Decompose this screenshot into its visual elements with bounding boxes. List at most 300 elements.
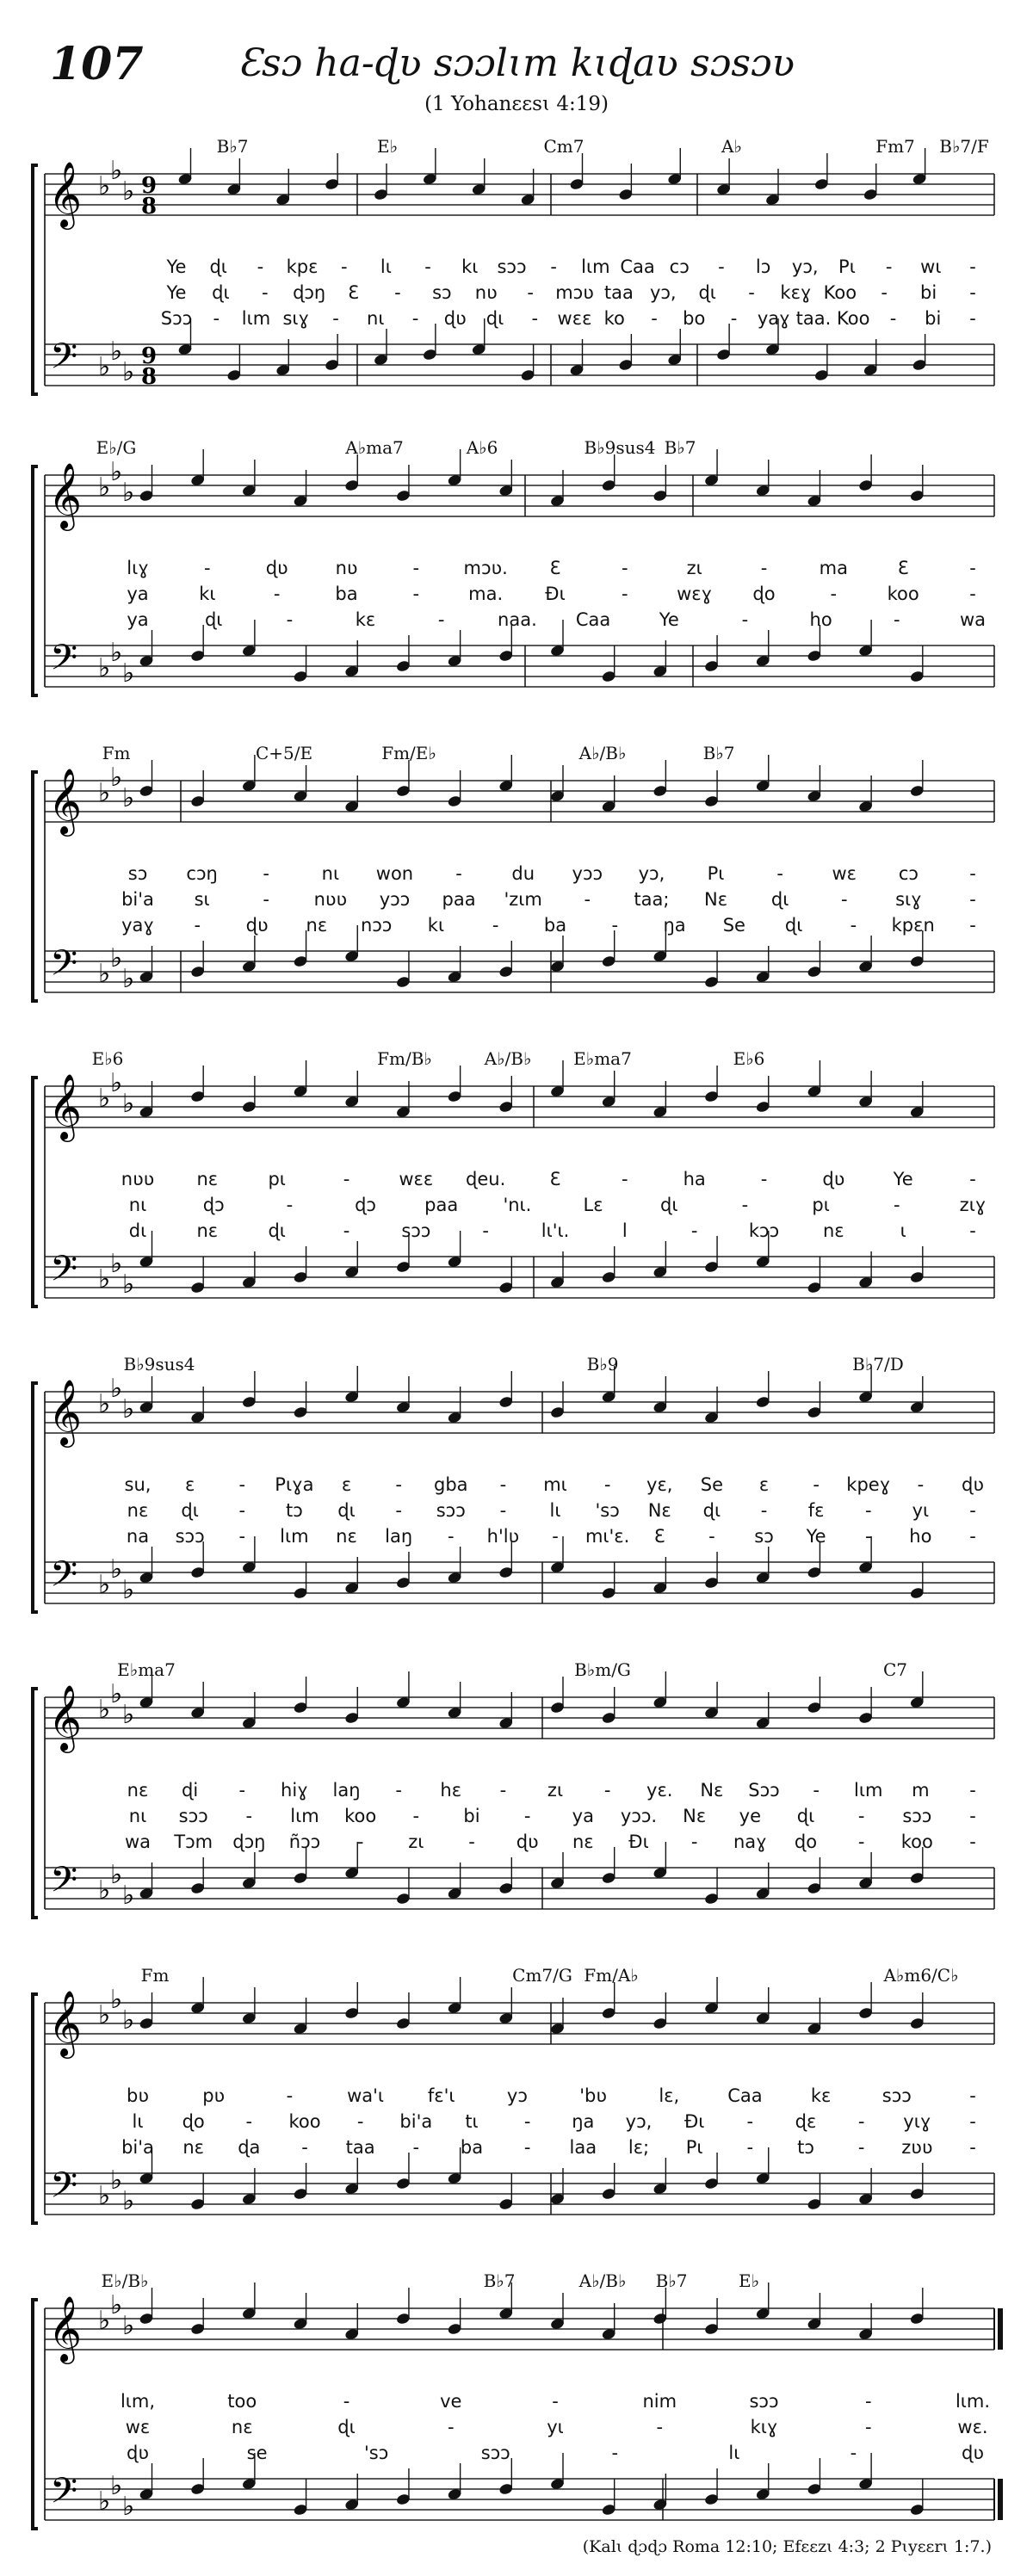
lyric-syllable: yɔ, <box>625 2111 653 2132</box>
chord-symbol: Fm/A♭ <box>584 1965 639 1986</box>
lyric-syllable: - <box>656 2417 664 2437</box>
lyric-syllable: - <box>523 2111 531 2132</box>
lyric-syllable: nɛ <box>306 915 328 936</box>
lyric-syllable: - <box>830 584 838 604</box>
lyric-syllable: - <box>730 308 738 329</box>
final-barline <box>998 2479 1003 2520</box>
key-signature-flat-icon: ♭ <box>122 964 135 994</box>
lyric-syllable: - <box>447 2417 455 2437</box>
lyric-syllable: ɖeu. <box>466 1169 506 1189</box>
lyric-verse-3 <box>0 609 1033 633</box>
key-signature-flat-icon: ♭ <box>122 1089 135 1119</box>
system-2 <box>0 422 1033 732</box>
lyric-syllable: yaɣ <box>121 915 154 936</box>
lyric-syllable: ha <box>683 1169 706 1189</box>
lyric-syllable: bo <box>683 308 706 329</box>
chord-symbol: B♭m/G <box>574 1659 631 1680</box>
lyric-syllable: - <box>622 1169 628 1189</box>
key-signature-flat-icon: ♭ <box>98 1389 111 1419</box>
lyric-syllable: ɖɩ <box>337 1500 356 1521</box>
lyric-syllable: - <box>523 2137 531 2158</box>
lyric-syllable: yɔ, <box>649 282 677 303</box>
lyric-syllable: lɩ <box>549 1500 561 1521</box>
footer-references: (Kalɩ ɖɔɖɔ Roma 12:10; Efɛɛzɩ 4:3; 2 Pɩyɛɛrɩ 1:7.) <box>582 2537 992 2556</box>
lyric-syllable: kɛɣ <box>780 282 812 303</box>
lyric-syllable: Caa <box>575 609 611 630</box>
lyric-syllable: - <box>447 1526 455 1547</box>
lyric-syllable: - <box>238 1780 246 1801</box>
chord-symbol: E♭ <box>376 136 399 157</box>
lyric-syllable: - <box>969 2137 976 2158</box>
chord-symbol: A♭/B♭ <box>484 1048 532 1069</box>
lyric-syllable: taa <box>603 282 634 303</box>
lyric-syllable: - <box>603 1474 611 1495</box>
lyric-syllable: taa. <box>795 308 832 329</box>
lyric-syllable: se <box>246 2443 268 2463</box>
lyric-syllable: Nɛ <box>704 889 728 910</box>
lyric-syllable: wɩ <box>920 256 942 277</box>
lyric-syllable: laa <box>569 2137 597 2158</box>
chord-symbol: B♭7/D <box>852 1354 904 1374</box>
lyric-syllable: ɛ <box>758 1474 770 1495</box>
lyric-syllable: - <box>690 1220 698 1241</box>
lyric-syllable: Ɛ <box>653 1526 665 1547</box>
treble-clef-icon: 𝄞 <box>48 1990 83 2056</box>
lyric-syllable: ve <box>440 2391 462 2412</box>
lyric-syllable: sɔɔ <box>749 2391 779 2412</box>
lyric-syllable: - <box>356 1832 364 1852</box>
lyric-syllable: bi <box>920 282 937 303</box>
lyric-syllable: - <box>746 2111 754 2132</box>
lyric-syllable: ɖʋ <box>516 1832 539 1852</box>
lyric-verse-1 <box>0 1474 1033 1498</box>
lyric-syllable: wa <box>959 609 987 630</box>
chord-symbol: A♭/B♭ <box>578 2270 627 2291</box>
lyric-syllable: sɔɔ <box>480 2443 510 2463</box>
lyric-syllable: Ye <box>893 1169 913 1189</box>
lyric-syllable: ɖɩ <box>702 1500 721 1521</box>
lyric-syllable: - <box>340 256 348 277</box>
lyric-syllable: - <box>718 256 725 277</box>
lyric-syllable: Nɛ <box>683 1806 707 1826</box>
lyric-syllable: ɖɩ <box>204 609 223 630</box>
lyric-syllable: wɛ. <box>957 2417 988 2437</box>
lyric-syllable: ɖʋ <box>962 2443 984 2463</box>
lyric-syllable: bʋ <box>127 2085 149 2106</box>
key-signature-flat-icon: ♭ <box>122 1700 135 1730</box>
lyric-syllable: lɛ; <box>628 2137 650 2158</box>
chord-symbol: Fm/E♭ <box>381 743 436 763</box>
lyric-syllable: - <box>864 1526 872 1547</box>
lyric-syllable: Ye <box>166 282 187 303</box>
lyric-syllable: - <box>257 256 264 277</box>
key-signature-flat-icon: ♭ <box>122 658 135 689</box>
lyric-syllable: zɩ <box>547 1780 564 1801</box>
system-4 <box>0 1033 1033 1343</box>
lyric-syllable: zɩ <box>686 558 702 578</box>
chord-symbol: Fm7 <box>875 136 915 157</box>
lyric-syllable: - <box>332 308 339 329</box>
key-signature-flat-icon: ♭ <box>98 473 111 503</box>
lyric-syllable: - <box>204 558 211 578</box>
lyric-syllable: Se <box>700 1474 723 1495</box>
lyric-syllable: - <box>286 609 294 630</box>
lyric-syllable: nɛ <box>127 1780 149 1801</box>
chord-symbol: A♭/B♭ <box>578 743 627 763</box>
lyric-syllable: - <box>499 1474 507 1495</box>
treble-clef-icon: 𝄞 <box>48 1379 83 1445</box>
lyric-syllable: yɔ, <box>791 256 819 277</box>
lyric-verse-3 <box>0 2137 1033 2161</box>
lyric-syllable: 'sɔ <box>595 1500 620 1521</box>
lyric-syllable: Ɛ <box>549 558 561 578</box>
lyric-syllable: ñɔɔ <box>288 1832 321 1852</box>
lyric-syllable: ɖɔŋ <box>232 1832 266 1852</box>
lyric-syllable: - <box>857 2137 865 2158</box>
lyric-syllable: Caa <box>727 2085 763 2106</box>
lyric-verse-2 <box>0 889 1033 913</box>
lyric-syllable: - <box>969 1806 976 1826</box>
lyric-syllable: yɔɔ <box>379 889 411 910</box>
lyric-syllable: lɩ'ɩ. <box>541 1220 570 1241</box>
lyric-syllable: - <box>857 1832 865 1852</box>
key-signature-flat-icon: ♭ <box>98 1695 111 1725</box>
lyric-syllable: sɔɔ <box>497 256 527 277</box>
lyric-syllable: Ye <box>166 256 187 277</box>
lyric-syllable: kɩ <box>427 915 445 936</box>
lyric-verse-1 <box>0 1169 1033 1193</box>
system-6 <box>0 1644 1033 1954</box>
lyric-syllable: - <box>969 1526 976 1547</box>
bass-clef-icon: 𝄢 <box>50 2470 78 2520</box>
lyric-syllable: - <box>969 2085 976 2106</box>
lyric-syllable: mɔʋ. <box>463 558 508 578</box>
lyric-syllable: nɔɔ <box>360 915 393 936</box>
lyric-syllable: - <box>969 889 976 910</box>
lyric-syllable: kpeɣ <box>846 1474 891 1495</box>
chord-symbol: B♭9sus4 <box>123 1354 195 1374</box>
lyric-syllable: bi <box>925 308 942 329</box>
hymn-title: Ɛsɔ ha-ɖʋ sɔɔlɩm kɩɖaʋ sɔsɔʋ <box>238 41 795 85</box>
lyric-syllable: ɖʋ <box>443 308 467 329</box>
lyric-syllable: su, <box>124 1474 152 1495</box>
lyric-syllable: yɔɔ <box>572 863 603 884</box>
key-signature-flat-icon: ♭ <box>98 352 111 382</box>
key-signature-flat-icon: ♭ <box>122 783 135 813</box>
lyric-syllable: taa <box>345 2137 375 2158</box>
key-signature-flat-icon: ♭ <box>110 2165 123 2196</box>
lyric-syllable: ma <box>819 558 848 578</box>
lyric-syllable: ya <box>572 1806 594 1826</box>
chord-symbol: A♭ma7 <box>345 437 404 458</box>
lyric-syllable: - <box>584 889 591 910</box>
lyric-syllable: - <box>412 1806 420 1826</box>
system-7 <box>0 1949 1033 2259</box>
chord-symbol: E♭/G <box>96 437 137 458</box>
lyric-syllable: ɖɩ <box>698 282 716 303</box>
lyric-syllable: nɛ <box>822 1220 844 1241</box>
lyric-syllable: - <box>412 2137 420 2158</box>
lyric-syllable: paa <box>442 889 476 910</box>
lyric-syllable: taa; <box>634 889 670 910</box>
key-signature-flat-icon: ♭ <box>110 156 123 186</box>
lyric-syllable: - <box>301 2137 308 2158</box>
lyric-syllable: Ɛ <box>549 1169 561 1189</box>
lyric-syllable: Sɔɔ <box>160 308 193 329</box>
lyric-syllable: ɖo <box>182 2111 205 2132</box>
lyric-syllable: - <box>746 2137 754 2158</box>
key-signature-flat-icon: ♭ <box>98 1875 111 1906</box>
chord-symbol: Cm7 <box>543 136 585 157</box>
key-signature-flat-icon: ♭ <box>110 1249 123 1279</box>
lyric-syllable: - <box>343 1169 350 1189</box>
key-signature-flat-icon: ♭ <box>110 2471 123 2501</box>
lyric-verse-2 <box>0 2417 1033 2441</box>
lyric-syllable: yɩɣ <box>903 2111 931 2132</box>
lyric-syllable: Ðɩ <box>628 1832 649 1852</box>
lyric-syllable: - <box>969 282 976 303</box>
lyric-syllable: lɔ <box>755 256 771 277</box>
lyric-syllable: ba <box>460 2137 484 2158</box>
lyric-syllable: - <box>969 1220 976 1241</box>
bass-clef-icon: 𝄢 <box>50 942 78 992</box>
lyric-syllable: koo <box>288 2111 321 2132</box>
lyric-syllable: pɩ <box>812 1195 830 1215</box>
hymn-header <box>0 0 1033 115</box>
treble-clef-icon: 𝄞 <box>48 462 83 528</box>
lyric-syllable: Ye <box>659 609 679 630</box>
lyric-syllable: - <box>523 1806 531 1826</box>
treble-clef-icon: 𝄞 <box>48 1684 83 1751</box>
lyric-syllable: ɖʋ <box>265 558 288 578</box>
lyric-syllable: - <box>969 1169 976 1189</box>
lyric-syllable: nɩ <box>128 1195 147 1215</box>
chord-symbol: B♭7 <box>664 437 696 458</box>
lyric-syllable: fɛ <box>807 1500 825 1521</box>
lyric-syllable: ɖɩ <box>486 308 504 329</box>
lyric-syllable: yɔɔ. <box>620 1806 658 1826</box>
lyric-syllable: ho <box>809 609 832 630</box>
lyric-syllable: - <box>885 256 893 277</box>
key-signature-flat-icon: ♭ <box>110 1679 123 1709</box>
lyric-syllable: lɩm <box>290 1806 319 1826</box>
chord-symbol: Fm <box>102 743 131 763</box>
chord-symbol: A♭ <box>721 136 742 157</box>
key-signature-flat-icon: ♭ <box>110 337 123 367</box>
lyric-syllable: - <box>245 1806 253 1826</box>
key-signature-flat-icon: ♭ <box>122 357 135 387</box>
key-signature-flat-icon: ♭ <box>98 171 111 201</box>
lyric-syllable: tɔ <box>797 2137 814 2158</box>
lyric-syllable: yɔ <box>506 2085 528 2106</box>
lyric-syllable: ɖi <box>182 1780 199 1801</box>
lyric-syllable: ɖɩ <box>209 256 227 277</box>
lyric-syllable: - <box>850 2443 857 2463</box>
lyric-syllable: sɔ <box>432 282 452 303</box>
lyric-syllable: wɛ <box>125 2417 151 2437</box>
lyric-syllable: ya <box>127 609 149 630</box>
lyric-syllable: - <box>238 1500 246 1521</box>
lyric-syllable: - <box>263 863 270 884</box>
lyric-syllable: lɩ <box>728 2443 740 2463</box>
lyric-syllable: ɖo <box>794 1832 818 1852</box>
lyric-syllable: ɛ <box>341 1474 352 1495</box>
lyric-syllable: pɩ <box>268 1169 286 1189</box>
lyric-syllable: yɔ, <box>638 863 665 884</box>
lyric-syllable: - <box>969 308 976 329</box>
lyric-syllable: - <box>708 1526 715 1547</box>
lyric-syllable: ɖʋ <box>245 915 269 936</box>
key-signature-flat-icon: ♭ <box>98 1570 111 1600</box>
lyric-syllable: - <box>286 1195 294 1215</box>
chord-symbol: E♭ma7 <box>573 1048 632 1069</box>
lyric-syllable: - <box>356 2111 364 2132</box>
lyric-syllable: - <box>245 2111 253 2132</box>
lyric-syllable: lɩ <box>380 256 392 277</box>
lyric-syllable: sɩ <box>194 889 210 910</box>
lyric-syllable: - <box>894 1195 900 1215</box>
key-signature-flat-icon: ♭ <box>98 1264 111 1294</box>
lyric-syllable: tɔ <box>285 1500 303 1521</box>
lyric-syllable: koo <box>900 1832 933 1852</box>
lyric-syllable: - <box>857 2111 865 2132</box>
lyric-syllable: zʋʋ <box>901 2137 933 2158</box>
time-signature-top: 9 <box>141 173 158 199</box>
key-signature-flat-icon: ♭ <box>110 1554 123 1585</box>
lyric-syllable: Nɛ <box>700 1780 724 1801</box>
chord-symbol: B♭7 <box>216 136 249 157</box>
lyric-syllable: - <box>969 1500 976 1521</box>
lyric-syllable: lɩɣ <box>127 558 149 578</box>
lyric-syllable: ye <box>739 1806 762 1826</box>
lyric-syllable: nɛ <box>231 2417 253 2437</box>
lyric-syllable: too <box>227 2391 257 2412</box>
lyric-verse-3 <box>0 1220 1033 1245</box>
lyric-syllable: cɔ <box>898 863 919 884</box>
lyric-syllable: hiɣ <box>281 1780 308 1801</box>
lyric-syllable: - <box>889 308 897 329</box>
lyric-syllable: mɩ <box>543 1474 567 1495</box>
lyric-syllable: - <box>969 558 976 578</box>
lyric-syllable: ɖɩ <box>268 1220 286 1241</box>
lyric-syllable: ɖɔ <box>355 1195 376 1215</box>
lyric-syllable: - <box>194 915 201 936</box>
lyric-syllable: lɩm <box>581 256 610 277</box>
lyric-syllable: Pɩ <box>838 256 856 277</box>
chord-symbol: E♭ <box>738 2270 760 2291</box>
lyric-syllable: Lɛ <box>583 1195 603 1215</box>
lyric-syllable: mɩ'ɛ. <box>585 1526 630 1547</box>
lyric-verse-1 <box>0 558 1033 582</box>
lyric-syllable: ba <box>543 915 567 936</box>
system-8 <box>0 2255 1033 2565</box>
lyric-syllable: sɔɔ <box>902 1806 932 1826</box>
lyric-syllable: 'bʋ <box>579 2085 607 2106</box>
lyric-syllable: - <box>531 308 539 329</box>
lyric-syllable: cɔ <box>669 256 690 277</box>
lyric-syllable: zɩɣ <box>959 1195 987 1215</box>
lyric-syllable: - <box>776 863 783 884</box>
lyric-syllable: ɖɩ <box>784 915 803 936</box>
key-signature-flat-icon: ♭ <box>98 1084 111 1114</box>
lyric-syllable: lɩm, <box>120 2391 156 2412</box>
lyric-verse-2 <box>0 1500 1033 1524</box>
lyric-verse-3 <box>0 1526 1033 1550</box>
lyric-syllable: cɔŋ <box>186 863 218 884</box>
chord-symbol: B♭7 <box>702 743 735 763</box>
lyric-syllable: - <box>482 1220 489 1241</box>
lyric-syllable: - <box>864 2417 872 2437</box>
key-signature-flat-icon: ♭ <box>110 638 123 668</box>
lyric-syllable: 'zɩm <box>504 889 542 910</box>
lyric-syllable: na <box>126 1526 150 1547</box>
lyric-syllable: - <box>394 282 401 303</box>
lyric-syllable: lɩm <box>280 1526 309 1547</box>
bass-clef-icon: 𝄢 <box>50 336 78 386</box>
final-barline <box>998 2308 1003 2350</box>
lyric-syllable: hɛ <box>440 1780 462 1801</box>
chord-symbol: Fm <box>140 1965 170 1986</box>
lyric-syllable: nɛ <box>196 1169 219 1189</box>
scripture-reference: (1 Yohanɛɛsɩ 4:19) <box>424 93 609 115</box>
lyric-syllable: nɛ <box>196 1220 219 1241</box>
chord-symbol: B♭7 <box>655 2270 688 2291</box>
lyric-syllable: - <box>813 1780 820 1801</box>
lyric-syllable: nʋ <box>335 558 358 578</box>
key-signature-flat-icon: ♭ <box>122 2186 135 2216</box>
treble-clef-icon: 𝄞 <box>48 161 83 227</box>
lyric-syllable: - <box>894 609 900 630</box>
lyric-syllable: ɖo <box>752 584 776 604</box>
time-signature-bottom: 8 <box>141 194 158 219</box>
lyric-syllable: - <box>238 1474 246 1495</box>
lyric-syllable: paa <box>424 1195 459 1215</box>
lyric-syllable: Se <box>722 915 745 936</box>
lyric-syllable: ɛ <box>184 1474 195 1495</box>
lyric-syllable: bi'a <box>399 2111 433 2132</box>
lyric-verse-1 <box>0 1780 1033 1804</box>
lyric-syllable: wɛ <box>832 863 857 884</box>
key-signature-flat-icon: ♭ <box>98 2181 111 2211</box>
lyric-syllable: ɖɩ <box>337 2417 356 2437</box>
lyric-syllable: Ðɩ <box>684 2111 705 2132</box>
lyric-syllable: naɣ <box>733 1832 767 1852</box>
bass-clef-icon: 𝄢 <box>50 637 78 687</box>
system-3 <box>0 727 1033 1037</box>
lyric-syllable: - <box>286 2085 294 2106</box>
lyric-syllable: - <box>455 863 462 884</box>
lyric-syllable: lɛ, <box>659 2085 680 2106</box>
chord-symbol: E♭/B♭ <box>101 2270 149 2291</box>
lyric-syllable: - <box>741 1195 749 1215</box>
lyric-verse-2 <box>0 1195 1033 1219</box>
lyric-syllable: mɔʋ <box>555 282 594 303</box>
lyric-verse-3 <box>0 308 1033 332</box>
lyric-syllable: du <box>511 863 535 884</box>
lyric-syllable: - <box>850 915 857 936</box>
chord-symbol: Cm7/G <box>512 1965 572 1986</box>
lyric-syllable: - <box>622 584 628 604</box>
lyric-verse-2 <box>0 1806 1033 1830</box>
lyric-syllable: - <box>969 256 976 277</box>
lyric-syllable: kɛ <box>355 609 376 630</box>
lyric-syllable: - <box>213 308 220 329</box>
lyric-syllable: sɔɔ <box>881 2085 912 2106</box>
lyric-syllable: - <box>395 1474 402 1495</box>
lyric-syllable: kɩ <box>461 256 479 277</box>
lyric-syllable: - <box>437 609 445 630</box>
lyric-syllable: - <box>651 308 658 329</box>
